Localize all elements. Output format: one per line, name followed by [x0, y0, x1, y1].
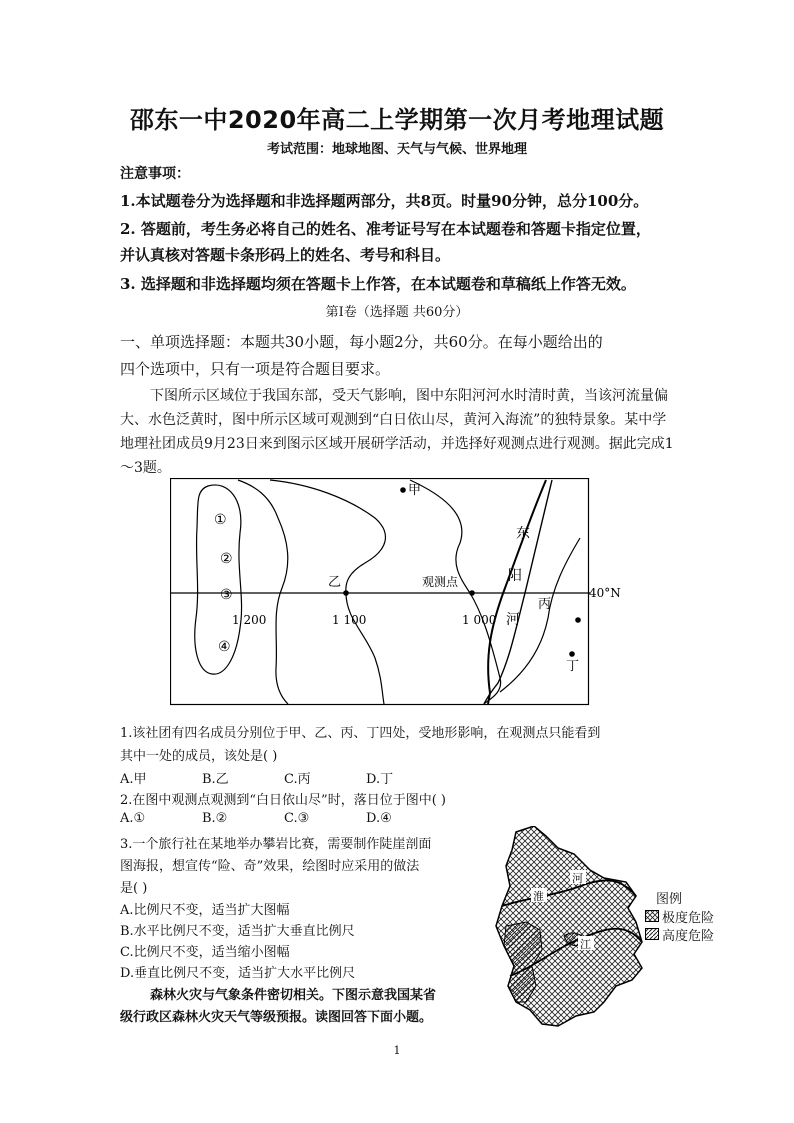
q3-option-c[interactable]: C.比例尺不变，适当缩小图幅 [120, 945, 290, 960]
marker-1: ① [214, 512, 227, 528]
q1-option-a[interactable]: A.甲 [120, 772, 147, 787]
note-item-2b: 并认真核对答题卡条形码上的姓名、考号和科目。 [120, 246, 451, 264]
q1-option-b[interactable]: B.乙 [202, 772, 229, 787]
q3-stem-a: 3.一个旅行社在某地举办攀岩比赛，需要制作陡崖剖面 [120, 837, 432, 852]
legend-high-swatch [645, 928, 659, 940]
q2-option-c[interactable]: C.③ [284, 811, 310, 826]
legend-extreme-swatch [645, 910, 659, 922]
contour-map [170, 478, 630, 706]
east-river [488, 480, 546, 704]
q2-option-a[interactable]: A.① [120, 811, 146, 826]
passage-2a: 森林火灾与气象条件密切相关。下图示意我国某省 [150, 988, 437, 1003]
q2-stem: 2.在图中观测点观测到“白日依山尽”时，落日位于图中( ) [120, 793, 446, 808]
legend-high-label: 高度危险 [662, 929, 715, 944]
passage-2b: 级行政区森林火灾天气等级预报。读图回答下面小题。 [120, 1010, 433, 1025]
label-yi: 乙 [328, 575, 342, 590]
map2-label-jiang: 江 [580, 938, 591, 951]
q1-stem-b: 其中一处的成员，该处是( ) [120, 749, 278, 764]
section-title: 第Ⅰ卷（选择题 共60分） [325, 305, 469, 320]
legend-title: 图例 [656, 892, 683, 907]
note-item-2a: 2. 答题前，考生务必将自己的姓名、准考证号写在本试题卷和答题卡指定位置， [120, 220, 651, 238]
point-jia [400, 487, 406, 493]
river-label-dong: 东 [516, 526, 530, 542]
legend-extreme-label: 极度危险 [662, 911, 715, 926]
q2-option-d[interactable]: D.④ [366, 811, 392, 826]
label-bing: 丙 [538, 597, 552, 612]
east-river-bank [484, 480, 552, 704]
label-ding: 丁 [566, 659, 580, 674]
q3-option-a[interactable]: A.比例尺不变，适当扩大图幅 [120, 903, 290, 918]
q3-option-d[interactable]: D.垂直比例尺不变，适当扩大水平比例尺 [120, 966, 356, 981]
note-item-1: 1.本试题卷分为选择题和非选择题两部分，共8页。时量90分钟，总分100分。 [120, 192, 649, 210]
point-bing [575, 617, 581, 623]
point-ding [569, 651, 575, 657]
map2-label-he: 河 [572, 872, 583, 885]
map2-label-huai: 淮 [533, 890, 544, 903]
contour-1000 [410, 480, 501, 704]
label-40n: 40°N [589, 586, 621, 600]
q3-option-b[interactable]: B.水平比例尺不变，适当扩大垂直比例尺 [120, 924, 355, 939]
q1-option-c[interactable]: C.丙 [284, 772, 311, 787]
q1-option-d[interactable]: D.丁 [366, 772, 394, 787]
q3-stem-c: 是( ) [120, 881, 148, 896]
contour-label-1000: 1 000 [462, 613, 497, 627]
marker-4: ④ [218, 639, 231, 655]
passage-1: 下图所示区域位于我国东部，受天气影响，图中东阳河河水时清时黄，当该河流量偏大、水色泛黄时，图中所示区域可观测到“白日依山尽，黄河入海流”的独特景象。某中学地理社团成员9月23日来到图示区域开展研学活动，并选择好观测点进行观测。据此完成1～3题。 [120, 388, 674, 476]
contour-1200 [238, 480, 288, 704]
section-instruction-a: 一、单项选择题：本题共30小题，每小题2分，共60分。在每小题给出的 [120, 333, 603, 351]
contour-label-1200: 1 200 [232, 613, 267, 627]
marker-3: ③ [220, 587, 233, 603]
section-instruction-b: 四个选项中，只有一项是符合题目要求。 [120, 360, 391, 378]
marker-2: ② [220, 551, 233, 567]
contour-label-1100: 1 100 [332, 613, 367, 627]
exam-scope: 考试范围：地球地图、天气与气候、世界地理 [266, 142, 527, 157]
label-observation: 观测点 [422, 575, 459, 589]
notes-heading: 注意事项： [120, 166, 190, 182]
contour-1100 [270, 480, 385, 704]
q2-options [120, 811, 392, 826]
point-observation [469, 590, 475, 596]
note-item-3: 3. 选择题和非选择题均须在答题卡上作答，在本试题卷和草稿纸上作答无效。 [120, 275, 636, 293]
point-yi [343, 590, 349, 596]
q1-options [120, 768, 393, 787]
label-jia: 甲 [408, 483, 422, 498]
q2-option-b[interactable]: B.② [202, 811, 228, 826]
q3-stem-b: 图海报，想宣传“险、奇”效果，绘图时应采用的做法 [120, 859, 420, 874]
river-label-he: 河 [506, 612, 520, 628]
page-title: 邵东一中2020年高二上学期第一次月考地理试题 [129, 106, 665, 134]
q1-stem-a: 1.该社团有四名成员分别位于甲、乙、丙、丁四处，受地形影响，在观测点只能看到 [120, 726, 601, 741]
river-label-yang: 阳 [508, 568, 522, 584]
page-number: 1 [393, 1044, 401, 1057]
